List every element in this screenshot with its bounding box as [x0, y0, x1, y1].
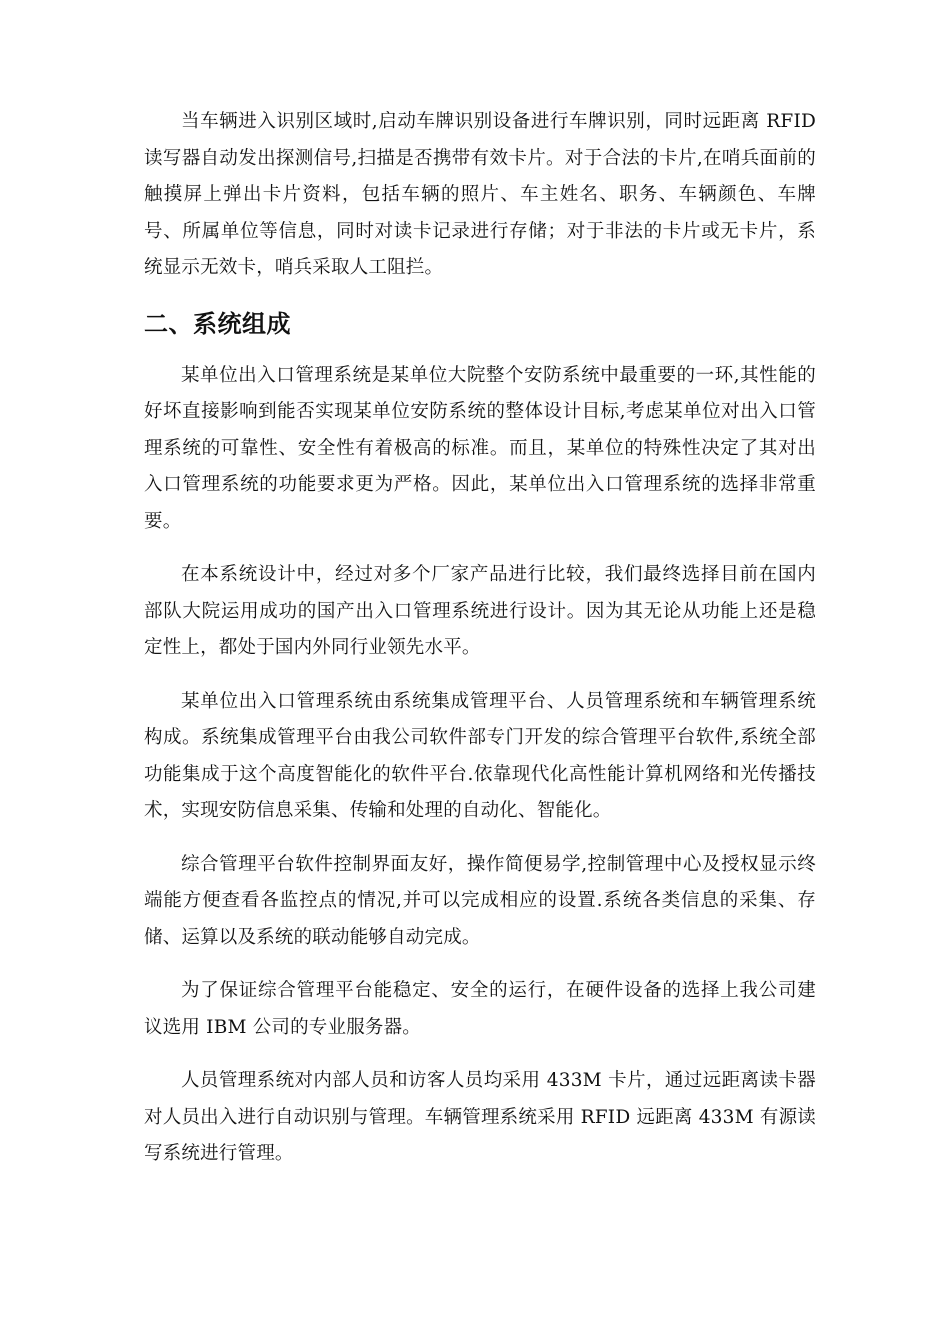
paragraph-system-selection: 在本系统设计中，经过对多个厂家产品进行比较，我们最终选择目前在国内部队大院运用成功的国产出入口管理系统进行设计。因为其无论从功能上还是稳定性上，都处于国内外同行业领先水平。	[144, 564, 816, 658]
paragraph-vehicle-recognition: 当车辆进入识别区域时,启动车牌识别设备进行车牌识别，同时远距离 RFID 读写器自动发出探测信号,扫描是否携带有效卡片。对于合法的卡片,在哨兵面前的触摸屏上弹出卡片资料，包括车辆的照片、车主姓名、职务、车辆颜色、车牌号、所属单位等信息，同时对读卡记录进行存储；对于非法的卡片或无卡片，系统显示无效卡，哨兵采取人工阻拦。	[144, 111, 816, 278]
paragraph-system-importance: 某单位出入口管理系统是某单位大院整个安防系统中最重要的一环,其性能的好坏直接影响到能否实现某单位安防系统的整体设计目标,考虑某单位对出入口管理系统的可靠性、安全性有着极高的标准。而且，某单位的特殊性决定了其对出入口管理系统的功能要求更为严格。因此，某单位出入口管理系统的选择非常重要。	[144, 364, 816, 532]
paragraph-personnel-vehicle-management: 人员管理系统对内部人员和访客人员均采用 433M 卡片，通过远距离读卡器对人员出入进行自动识别与管理。车辆管理系统采用 RFID 远距离 433M 有源读写系统进行管理。	[144, 1070, 816, 1164]
paragraph-system-composition: 某单位出入口管理系统由系统集成管理平台、人员管理系统和车辆管理系统构成。系统集成管理平台由我公司软件部专门开发的综合管理平台软件,系统全部功能集成于这个高度智能化的软件平台.依靠现代化高性能计算机网络和光传播技术，实现安防信息采集、传输和处理的自动化、智能化。	[144, 690, 816, 821]
paragraph-hardware-server: 为了保证综合管理平台能稳定、安全的运行，在硬件设备的选择上我公司建议选用 IBM 公司的专业服务器。	[144, 980, 816, 1038]
section-heading: 二、系统组成	[144, 309, 291, 338]
paragraph-platform-software: 综合管理平台软件控制界面友好，操作简便易学,控制管理中心及授权显示终端能方便查看各监控点的情况,并可以完成相应的设置.系统各类信息的采集、存储、运算以及系统的联动能够自动完成。	[144, 853, 816, 948]
document-page	[144, 104, 816, 1190]
